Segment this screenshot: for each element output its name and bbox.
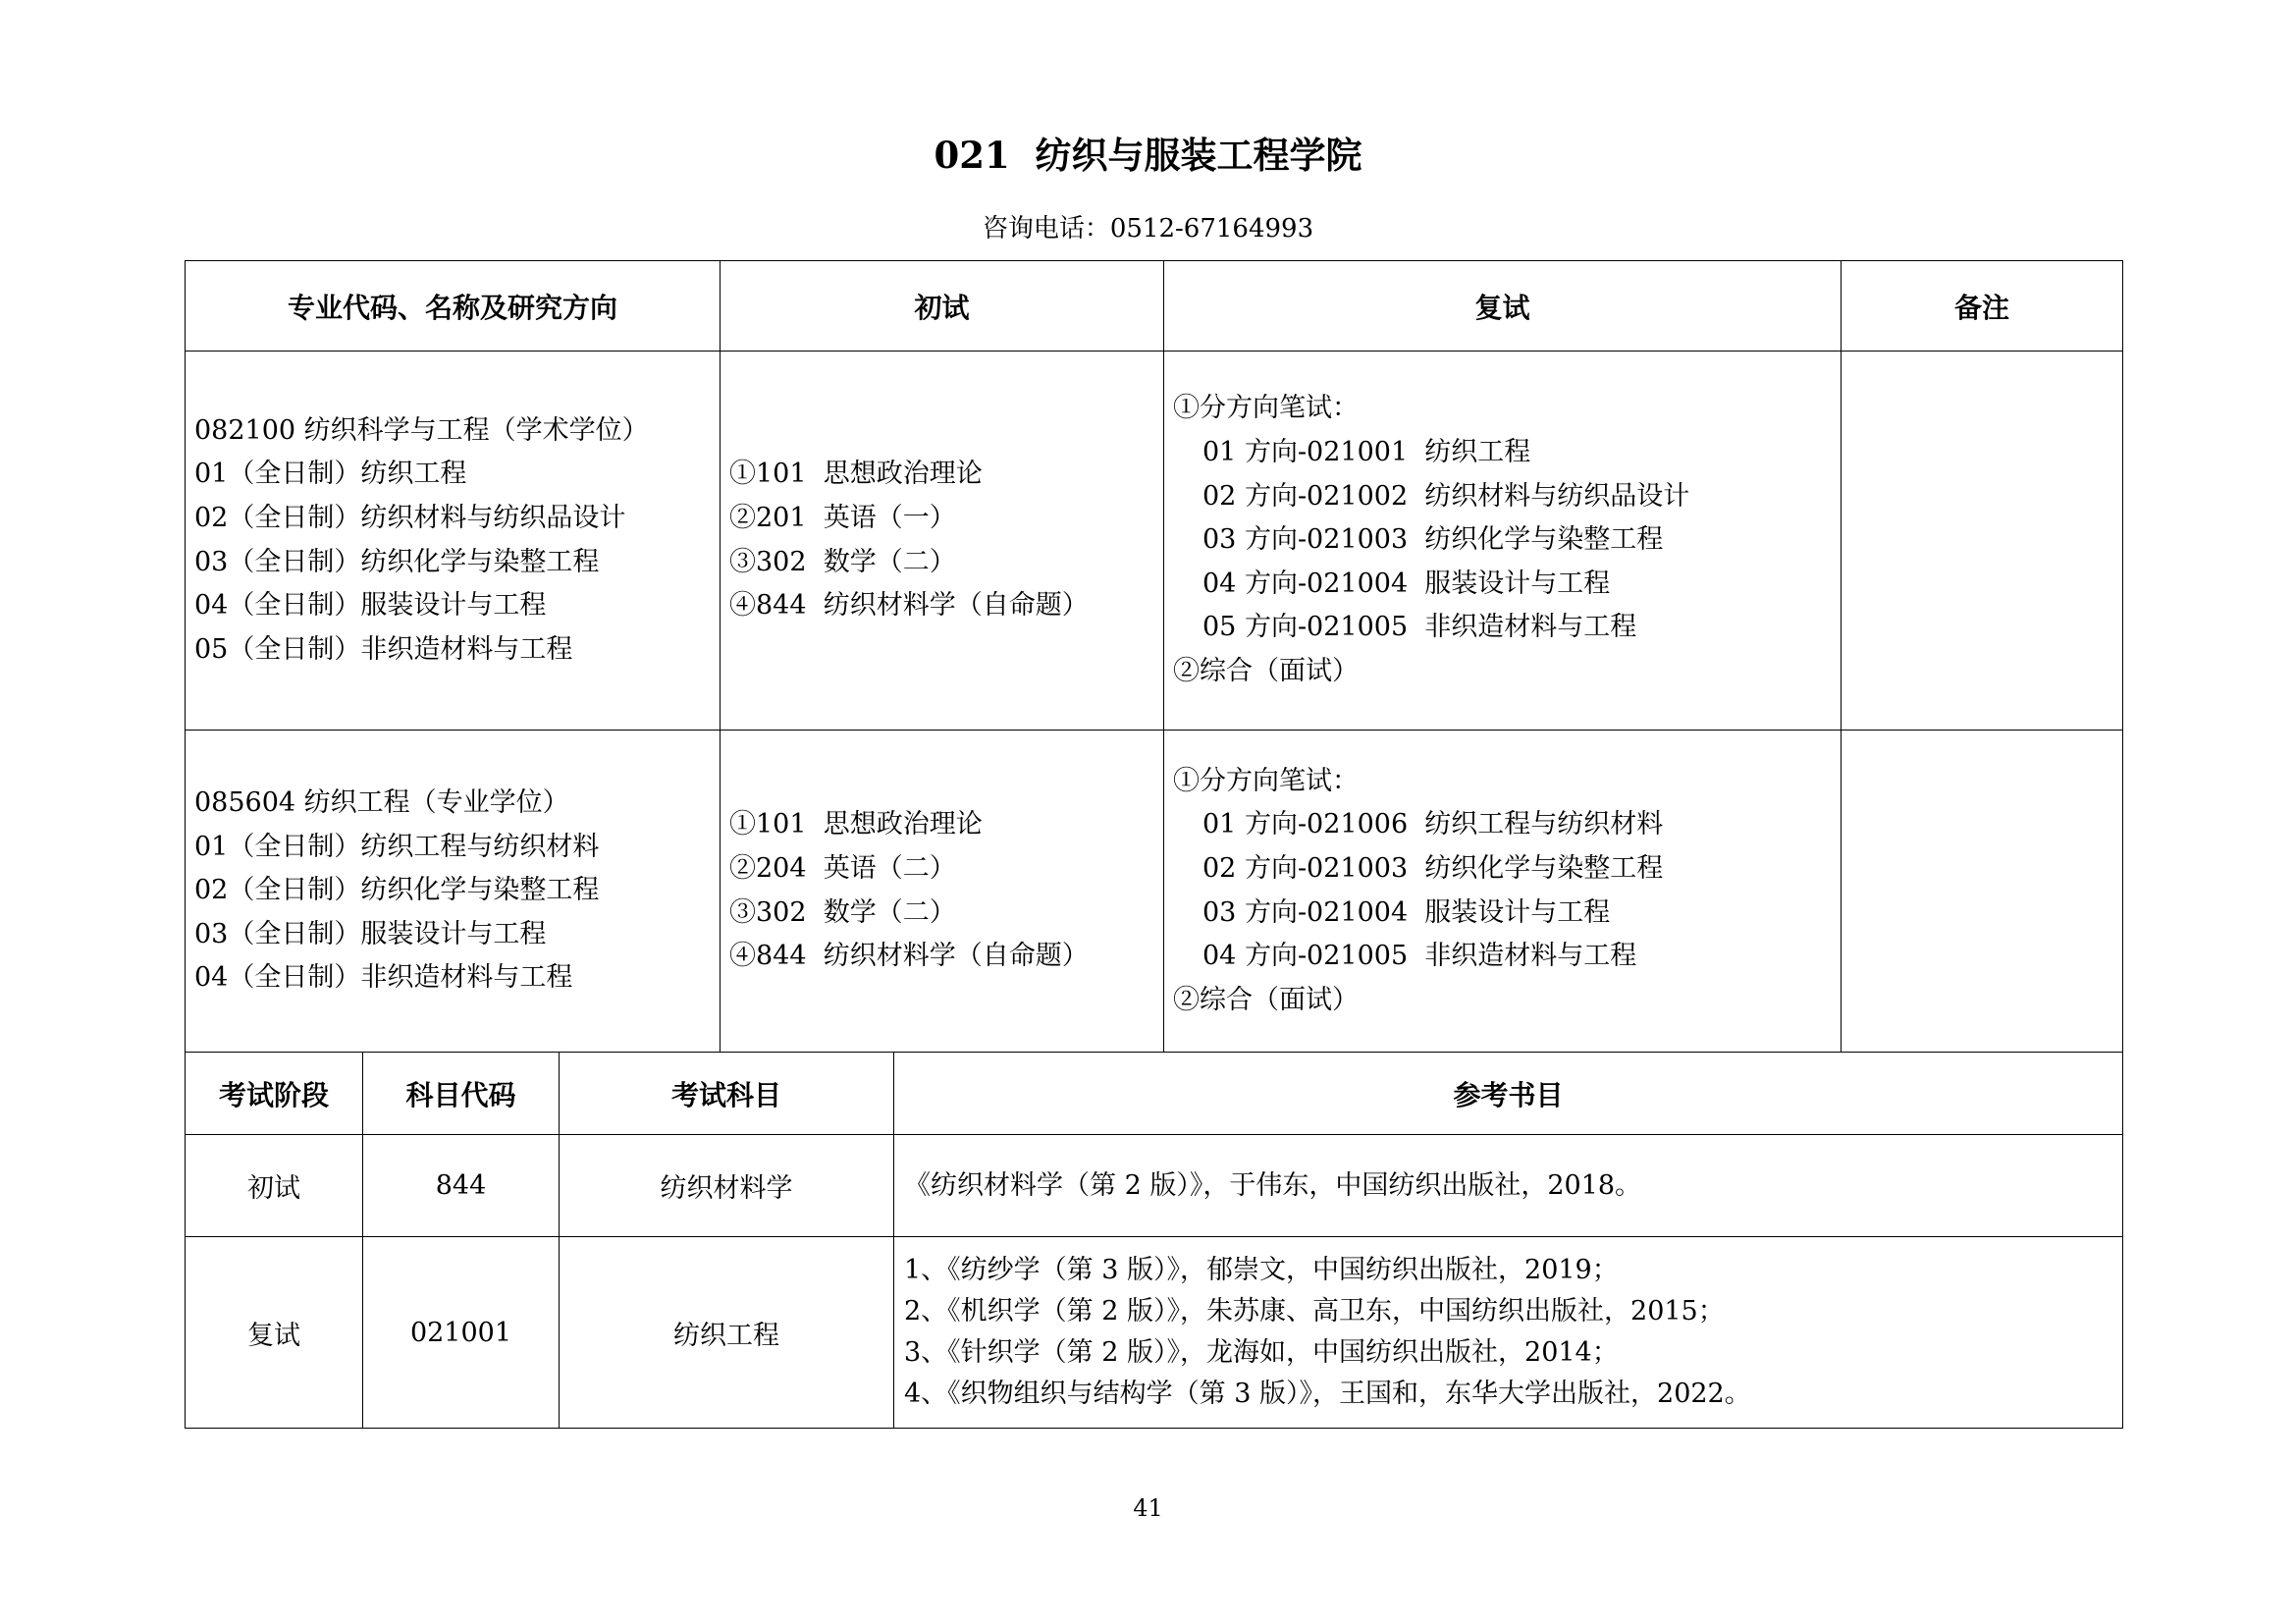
prelim-subject: ④844 纺织材料学（自命题）	[729, 590, 1089, 622]
prelim-subject: ①101 思想政治理论	[729, 809, 983, 840]
prelim-cell	[721, 352, 1164, 731]
books-cell	[894, 1237, 2123, 1429]
major-cell	[186, 731, 721, 1053]
retest-item: 04 方向-021005 非织造材料与工程	[1202, 941, 1637, 972]
retest-item: 02 方向-021002 纺织材料与纺织品设计	[1202, 480, 1690, 512]
program-table	[185, 260, 2123, 1053]
retest-item: 04 方向-021004 服装设计与工程	[1202, 568, 1611, 599]
book-item: 3、《针织学（第 2 版）》，龙海如，中国纺织出版社，2014；	[904, 1337, 1619, 1368]
header-books: 参考书目	[894, 1053, 2123, 1135]
direction-item: 02（全日制）纺织材料与纺织品设计	[194, 502, 626, 533]
subject-cell: 纺织材料学	[560, 1135, 894, 1237]
retest-cell	[1164, 731, 1842, 1053]
retest-cell	[1164, 352, 1842, 731]
direction-item: 03（全日制）服装设计与工程	[194, 918, 547, 949]
code-cell: 844	[363, 1135, 560, 1237]
header-subject: 考试科目	[560, 1053, 894, 1135]
direction-item: 05（全日制）非织造材料与工程	[194, 633, 573, 665]
retest-item: 03 方向-021003 纺织化学与染整工程	[1202, 524, 1664, 556]
stage-cell: 初试	[186, 1135, 363, 1237]
prelim-subject: ②204 英语（二）	[729, 852, 956, 884]
retest-tail: ②综合（面试）	[1173, 655, 1359, 686]
major-name: 082100 纺织科学与工程（学术学位）	[194, 414, 649, 446]
consult-phone: 咨询电话：0512-67164993	[982, 214, 1314, 244]
retest-item: 05 方向-021005 非织造材料与工程	[1202, 612, 1637, 643]
book-item: 2、《机织学（第 2 版）》，朱苏康、高卫东，中国纺织出版社，2015；	[904, 1296, 1725, 1326]
note-cell	[1842, 731, 2123, 1053]
retest-head: ①分方向笔试：	[1173, 765, 1359, 796]
retest-item: 02 方向-021003 纺织化学与染整工程	[1202, 852, 1664, 884]
retest-tail: ②综合（面试）	[1173, 984, 1359, 1015]
direction-item: 01（全日制）纺织工程与纺织材料	[194, 831, 600, 862]
header-prelim: 初试	[721, 261, 1164, 352]
header-major: 专业代码、名称及研究方向	[186, 261, 721, 352]
stage-cell: 复试	[186, 1237, 363, 1429]
retest-head: ①分方向笔试：	[1173, 393, 1359, 424]
retest-item: 01 方向-021001 纺织工程	[1202, 437, 1531, 468]
program-table-header	[186, 261, 2123, 352]
header-stage: 考试阶段	[186, 1053, 363, 1135]
book-item: 《纺织材料学（第 2 版）》，于伟东，中国纺织出版社，2018。	[904, 1169, 1642, 1201]
direction-item: 01（全日制）纺织工程	[194, 459, 467, 490]
book-item: 1、《纺纱学（第 3 版）》，郁崇文，中国纺织出版社，2019；	[904, 1255, 1619, 1285]
prelim-cell	[721, 731, 1164, 1053]
major-cell	[186, 352, 721, 731]
direction-item: 03（全日制）纺织化学与染整工程	[194, 546, 600, 577]
prelim-subject: ③302 数学（二）	[729, 896, 956, 928]
prelim-subject: ④844 纺织材料学（自命题）	[729, 941, 1089, 972]
header-code: 科目代码	[363, 1053, 560, 1135]
table-row	[186, 352, 2123, 731]
prelim-subject: ②201 英语（一）	[729, 502, 956, 533]
reference-table	[185, 1052, 2123, 1429]
table-row	[186, 731, 2123, 1053]
prelim-subject: ①101 思想政治理论	[729, 459, 983, 490]
header-note: 备注	[1842, 261, 2123, 352]
code-cell: 021001	[363, 1237, 560, 1429]
page-number: 41	[1133, 1494, 1163, 1522]
books-cell	[894, 1135, 2123, 1237]
header-retest: 复试	[1164, 261, 1842, 352]
note-cell	[1842, 352, 2123, 731]
major-name: 085604 纺织工程（专业学位）	[194, 787, 569, 819]
table-row	[186, 1135, 2123, 1237]
prelim-subject: ③302 数学（二）	[729, 546, 956, 577]
table-row	[186, 1237, 2123, 1429]
reference-table-header	[186, 1053, 2123, 1135]
direction-item: 04（全日制）服装设计与工程	[194, 590, 547, 622]
retest-item: 03 方向-021004 服装设计与工程	[1202, 896, 1611, 928]
book-item: 4、《织物组织与结构学（第 3 版）》，王国和，东华大学出版社，2022。	[904, 1379, 1751, 1409]
retest-item: 01 方向-021006 纺织工程与纺织材料	[1202, 809, 1664, 840]
subject-cell: 纺织工程	[560, 1237, 894, 1429]
page-title: 021 纺织与服装工程学院	[934, 134, 1362, 177]
direction-item: 04（全日制）非织造材料与工程	[194, 962, 573, 994]
direction-item: 02（全日制）纺织化学与染整工程	[194, 875, 600, 906]
